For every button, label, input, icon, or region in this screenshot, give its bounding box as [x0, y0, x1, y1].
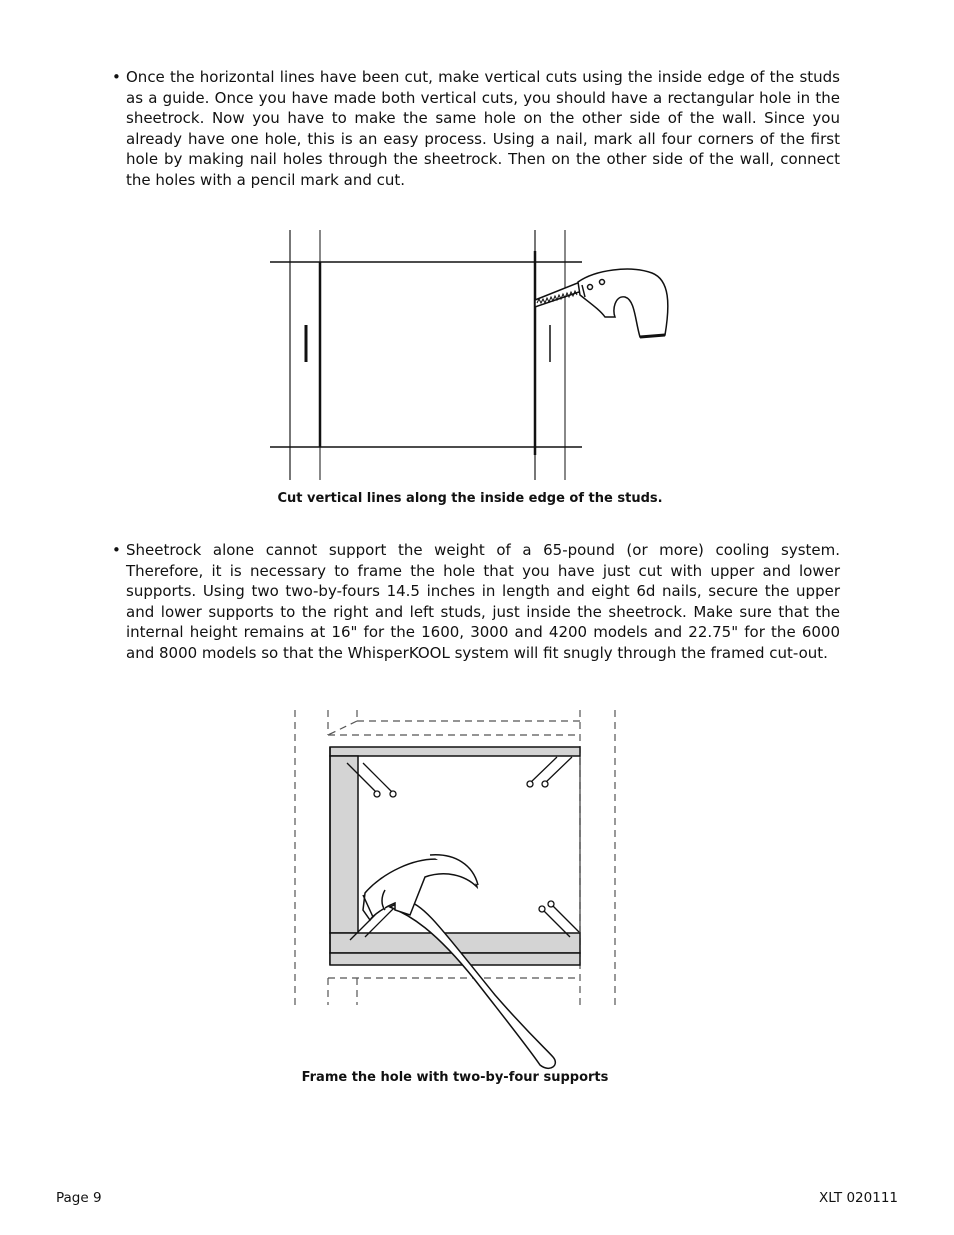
bullet: • [112, 68, 121, 86]
instruction-paragraph-1 [112, 67, 840, 190]
figure-caption-1: Cut vertical lines along the inside edge of the studs. [277, 491, 663, 506]
document-id: XLT 020111 [819, 1190, 898, 1206]
bullet: • [112, 541, 121, 559]
keyhole-saw-icon [535, 269, 668, 337]
page-number: Page 9 [56, 1190, 102, 1206]
paragraph-text: Sheetrock alone cannot support the weight of a 65-pound (or more) cooling system. Therefore, it is necessary to frame the hole that you have just cut with upper and lower supports. Using two two-by-fours 14.5 inches in length and eight 6d nails, secure the upper and lower supports to the right and left studs, just inside the sheetrock. Make sure that the internal height remains at 16" for the 1600, 3000 and 4200 models and 22.75" for the 6000 and 8000 models so that the WhisperKOOL system will fit snugly through the framed cut-out. [126, 541, 840, 662]
frame-hole-figure [285, 705, 635, 1075]
nail-icon [347, 757, 579, 940]
cut-vertical-lines-figure [260, 225, 680, 485]
figure-caption-2: Frame the hole with two-by-four supports [301, 1070, 609, 1085]
instruction-paragraph-2 [112, 540, 840, 663]
paragraph-text: Once the horizontal lines have been cut, make vertical cuts using the inside edge of the studs as a guide. Once you have made both vertical cuts, you should have a rectangular hole in the sheetrock. Now you have to make the same hole on the other side of the wall. Since you already have one hole, this is an easy process. Using a nail, mark all four corners of the first hole by making nail holes through the sheetrock. Then on the other side of the wall, connect the holes with a pencil mark and cut. [126, 68, 840, 189]
